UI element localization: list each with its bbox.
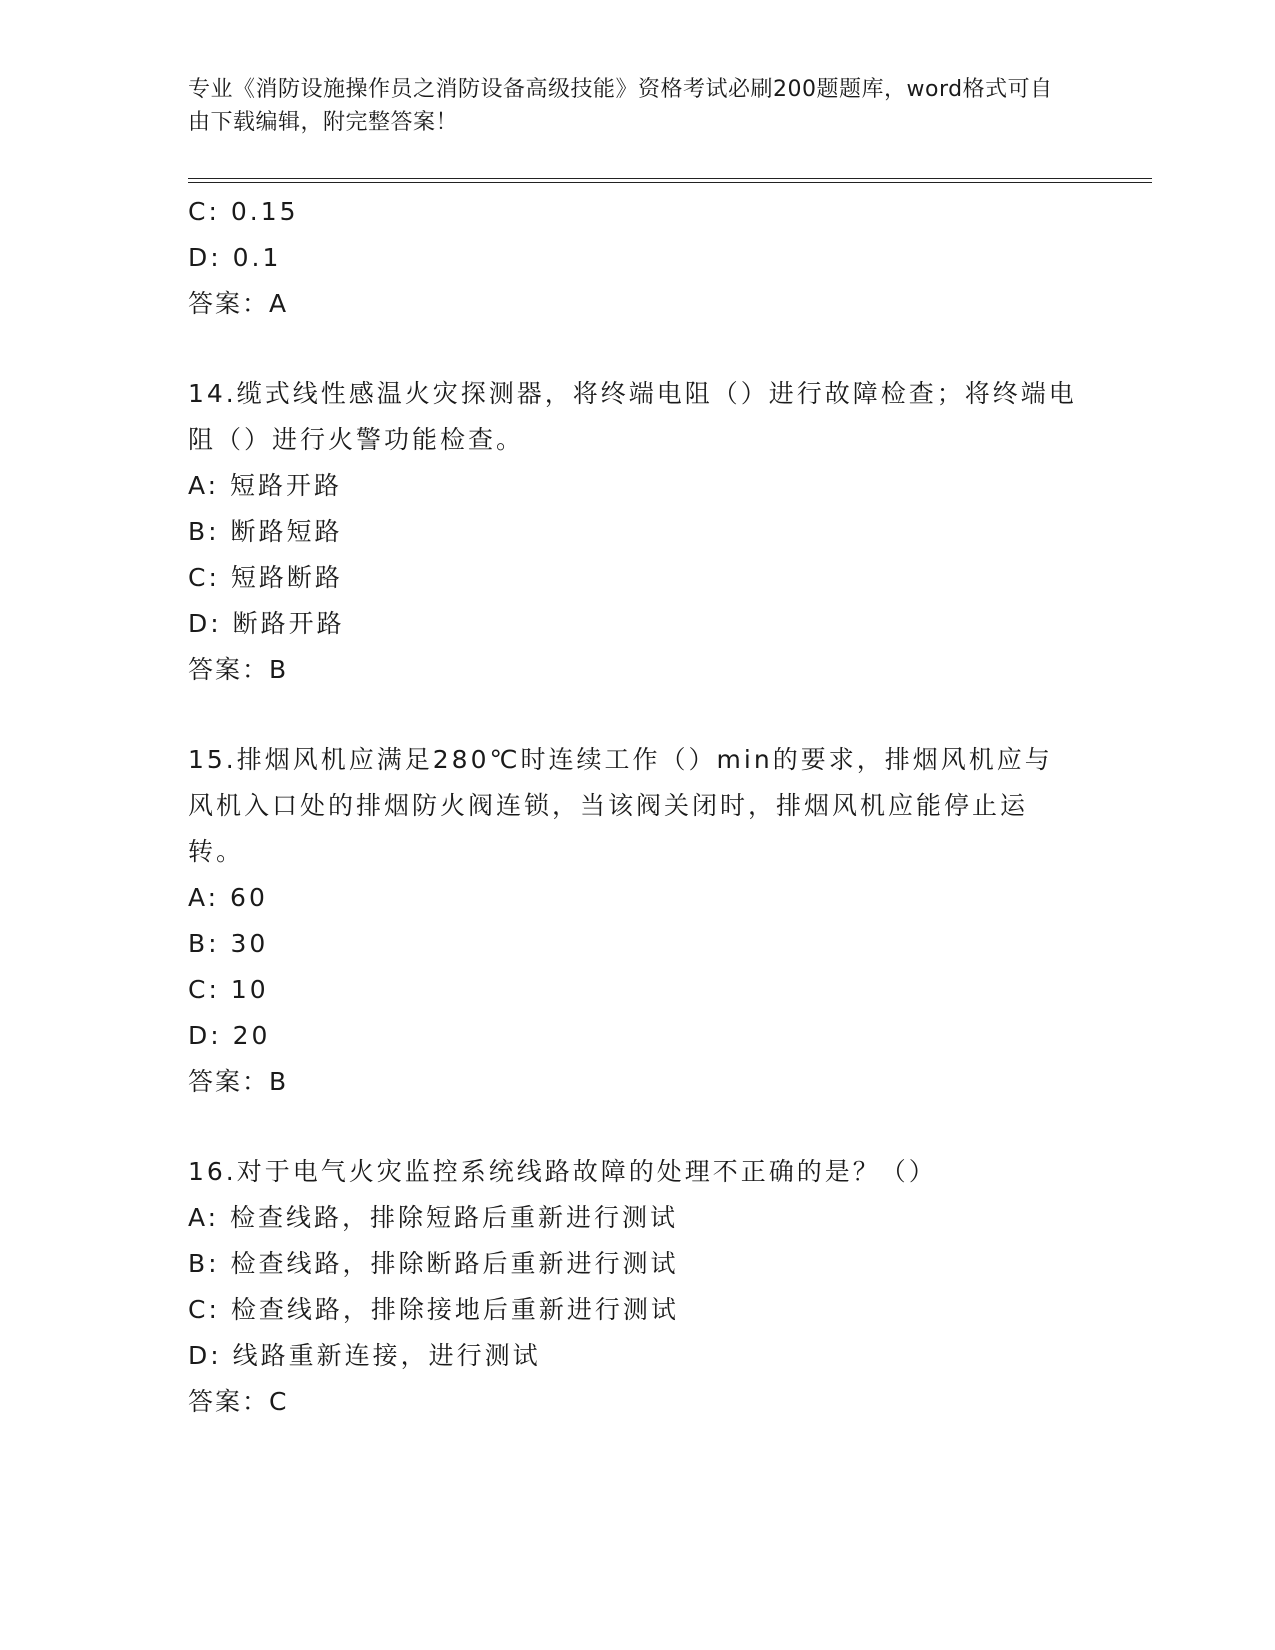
spacer [188, 327, 1088, 371]
option-label: C: [188, 563, 220, 592]
option-text: 0.15 [230, 197, 299, 226]
option-text: 10 [230, 975, 269, 1004]
option-label: B: [188, 1249, 220, 1278]
answer-line: 答案：B [188, 1067, 289, 1096]
option-label: D: [188, 1341, 222, 1370]
spacer [188, 693, 1088, 737]
answer-line: 答案：C [188, 1387, 289, 1416]
option-label: B: [188, 517, 220, 546]
option-text: 检查线路，排除接地后重新进行测试 [230, 1295, 679, 1324]
spacer [188, 1105, 1088, 1149]
option-text: 短路开路 [230, 471, 343, 500]
option-text: 断路短路 [230, 517, 343, 546]
option-line [188, 1287, 1088, 1333]
option-line [188, 1241, 1088, 1287]
option-line [188, 1013, 1088, 1059]
option-line [188, 509, 1088, 555]
option-label: C: [188, 1295, 220, 1324]
carryover-block [188, 189, 1088, 327]
option-line [188, 967, 1088, 1013]
header-divider [188, 178, 1152, 183]
question-stem: 14.缆式线性感温火灾探测器，将终端电阻（）进行故障检查；将终端电阻（）进行火警功能检查。 [188, 379, 1077, 454]
option-line [188, 463, 1088, 509]
option-label: C: [188, 975, 220, 1004]
option-label: A: [188, 883, 220, 912]
question-stem: 16.对于电气火灾监控系统线路故障的处理不正确的是？（） [188, 1157, 937, 1186]
question-14 [188, 371, 1088, 693]
option-label: B: [188, 929, 220, 958]
option-text: 检查线路，排除短路后重新进行测试 [230, 1203, 679, 1232]
option-line [188, 235, 1088, 281]
option-text: 30 [230, 929, 269, 958]
option-line [188, 189, 1088, 235]
option-line [188, 921, 1088, 967]
answer-line: 答案：B [188, 655, 289, 684]
option-line [188, 1333, 1088, 1379]
page-header: 专业《消防设施操作员之消防设备高级技能》资格考试必刷200题题库，word格式可自由下载编辑，附完整答案！ [188, 77, 1053, 135]
option-label: C: [188, 197, 220, 226]
answer-line: 答案：A [188, 289, 289, 318]
question-15 [188, 737, 1088, 1105]
question-content [188, 189, 1088, 1425]
option-line [188, 1195, 1088, 1241]
question-16 [188, 1149, 1088, 1425]
option-label: D: [188, 609, 222, 638]
option-text: 60 [230, 883, 268, 912]
question-stem: 15.排烟风机应满足280℃时连续工作（）min的要求，排烟风机应与风机入口处的排烟防火阀连锁，当该阀关闭时，排烟风机应能停止运转。 [188, 745, 1053, 866]
option-text: 短路断路 [230, 563, 343, 592]
option-label: A: [188, 1203, 220, 1232]
option-line [188, 601, 1088, 647]
option-text: 线路重新连接，进行测试 [232, 1341, 541, 1370]
option-line [188, 875, 1088, 921]
option-text: 0.1 [232, 243, 282, 272]
option-line [188, 555, 1088, 601]
option-label: D: [188, 243, 222, 272]
option-text: 检查线路，排除断路后重新进行测试 [230, 1249, 679, 1278]
option-text: 20 [232, 1021, 271, 1050]
option-label: D: [188, 1021, 222, 1050]
option-label: A: [188, 471, 220, 500]
option-text: 断路开路 [232, 609, 345, 638]
